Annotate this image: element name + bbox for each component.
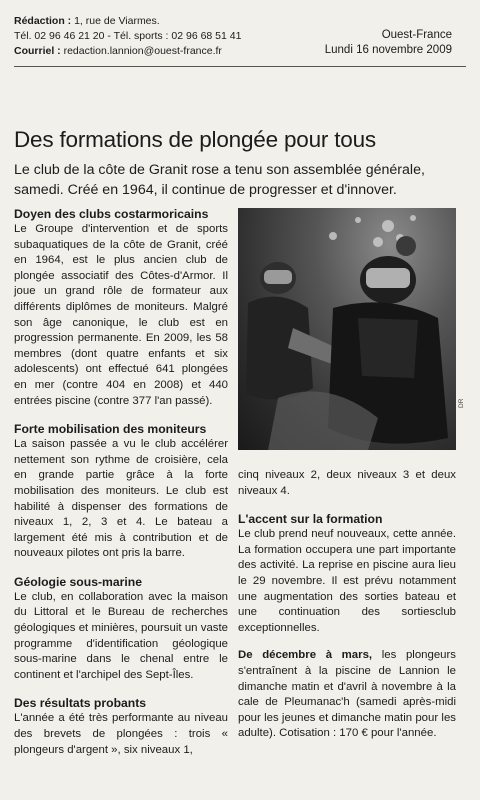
redaction-label: Rédaction : [14,15,72,27]
masthead [14,14,466,62]
publication-date: Lundi 16 novembre 2009 [324,44,452,56]
section-text-resultats-part2: cinq niveaux 2, deux niveaux 3 et deux niveaux 4. [238,469,456,497]
divers-illustration [238,208,456,450]
phone-numbers: Tél. 02 96 46 21 20 - Tél. sports : 02 96 68 51 41 [14,30,242,42]
section-text-mobilisation: La saison passée a vu le club accélérer nettement son rythme de croisière, cela en grande partie grâce à la forte mobilisation des moniteurs. Le club est habilité à dispenser des formations de niveaux 1, 2, 3 et 4. Le bateau a largement été mis à contribution et de nouveaux pilotes ont pris la barre. [14,438,228,560]
section-text-resultats-part1: L'année a été très performante au niveau des brevets de plongées : trois « plongeurs d'argent », six niveaux 1, [14,712,228,756]
section-title-resultats: Des résultats probants [14,696,147,711]
section-text-geologie: Le club, en collaboration avec la maison du Littoral et le Bureau de recherches géologiques et minières, poursuit un vaste programme d'identification géologique sous-marine dans le chenal entre le continent et l'archipel des Sept-Îles. [14,590,228,681]
redaction-address: 1, rue de Viarmes. [74,15,160,27]
section-text-horaires [238,648,456,742]
article-lede: Le club de la côte de Granit rose a tenu son assemblée générale, samedi. Créé en 1964, il continue de progresser et d'innover. [14,162,425,198]
newspaper-name: Ouest-France [381,29,452,41]
divers-photo [238,208,456,450]
section-text-doyen: Le Groupe d'intervention et de sports subaquatiques de la côte de Granit, créé en 1964, est le plus ancien club de plongée associatif des Côtes-d'Armor. Il joue un grand rôle de formateur aux différents diplômes de moniteurs. Malgré son âge canonique, le club est en progression permanente. En 2009, les 58 membres (dont quatre enfants et six adolescents) ont effectué 641 plongées en mer (contre 404 en 2008) et 440 entrées piscine (contre 377 l'an passé). [14,223,228,407]
right-column [238,468,456,742]
horaires-text: les plongeurs s'entraînent à la piscine de Lannion le dimanche matin et d'avril à novembre à la cale de Pleumanac'h (samedi après-midi pour les jeunes et dimanche matin pour les adulte). Cotisation : 170 € pour l'année. [238,649,456,740]
article-headline: Des formations de plongée pour tous [14,127,376,152]
horaires-lead: De décembre à mars, [238,649,373,662]
photo-credit: DR [458,398,465,408]
publication-info [325,28,452,58]
section-title-formation: L'accent sur la formation [238,512,383,527]
courriel-label: Courriel : [14,45,61,57]
section-title-mobilisation: Forte mobilisation des moniteurs [14,422,207,437]
header-divider [14,66,466,67]
contact-block [14,14,241,59]
section-title-geologie: Géologie sous-marine [14,574,142,589]
courriel-value: redaction.lannion@ouest-france.fr [63,45,222,57]
left-column [14,206,228,758]
section-text-formation: Le club prend neuf nouveaux, cette année. La formation occupera une part importante des activité. La reprise en piscine aura lieu le 29 novembre. Il est prévu notamment une augmentation des sorties bateau et une continuation des sortiesclub exceptionnelles. [238,528,456,634]
section-title-doyen: Doyen des clubs costarmoricains [14,207,209,221]
